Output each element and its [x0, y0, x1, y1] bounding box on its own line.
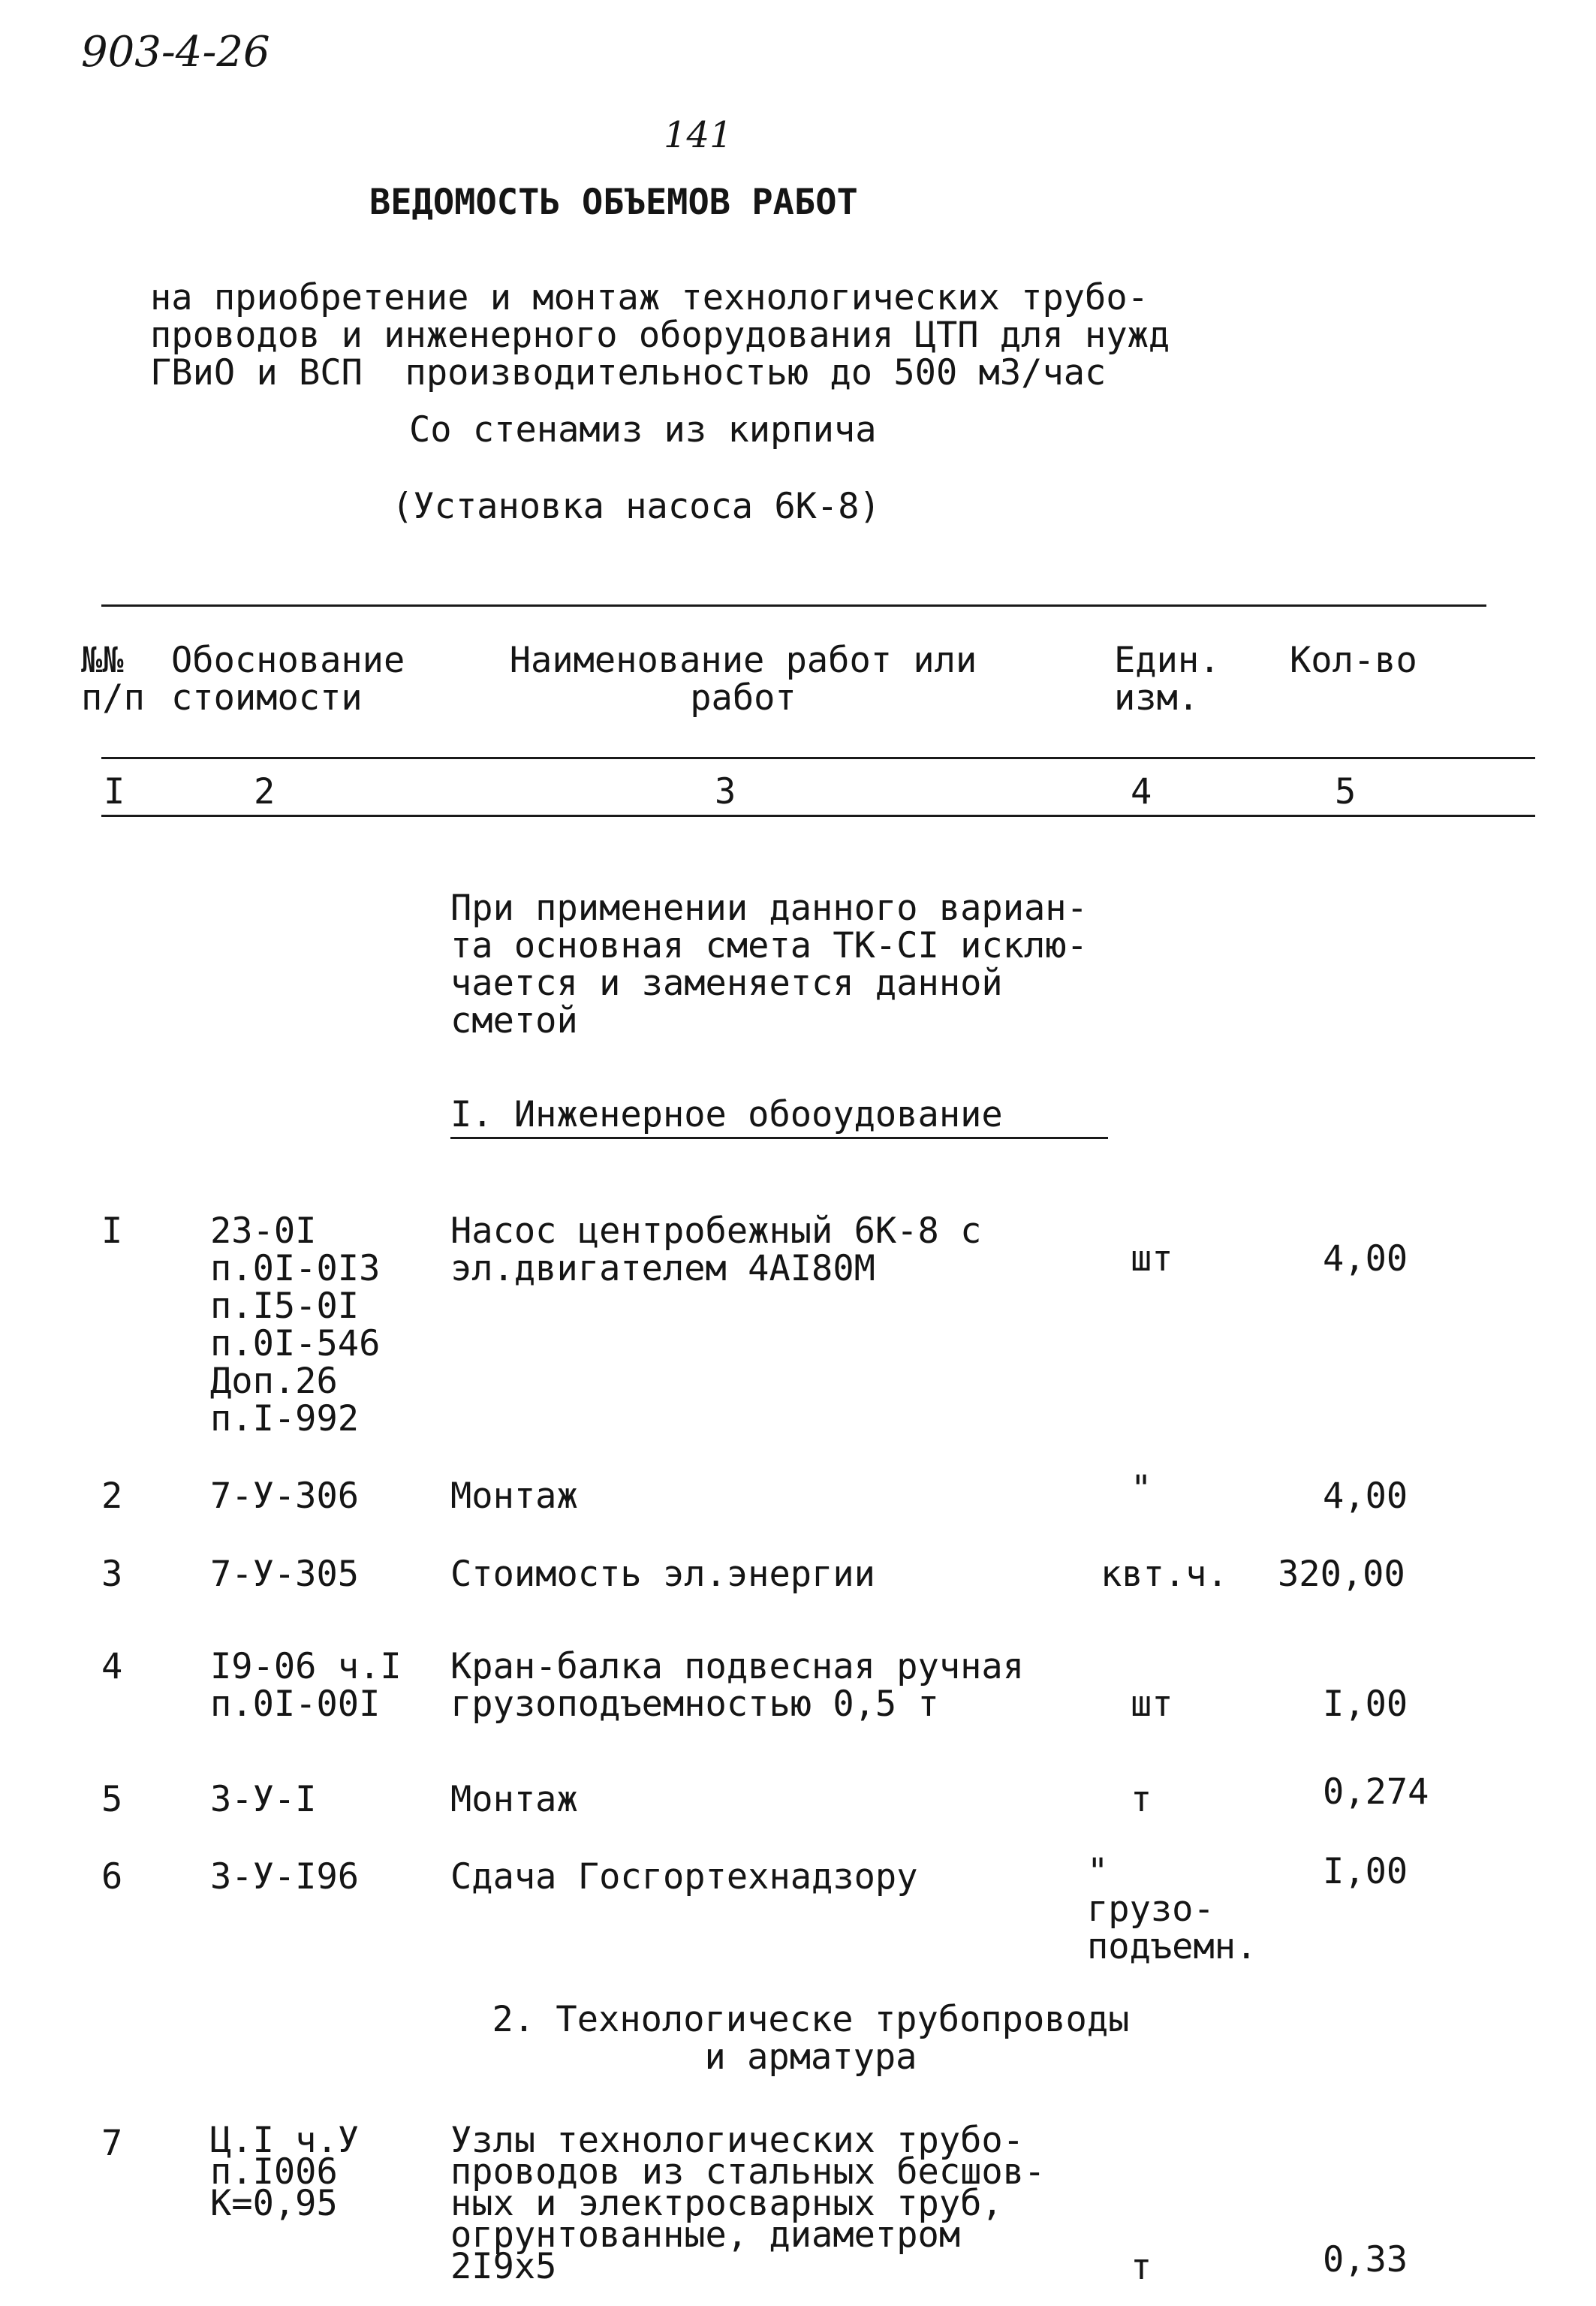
header-work-name: Наименование работ или работ [509, 640, 977, 719]
row-7-basis: Ц.I ч.У п.I006 К=0,95 [210, 2120, 360, 2224]
row-4-unit: шт [1131, 1684, 1173, 1725]
header-unit: Един. изм. [1114, 640, 1221, 719]
header-quantity: Кол-во [1290, 640, 1417, 681]
header-row-number: №№ п/п [81, 640, 145, 719]
row-7-number: 7 [101, 2123, 123, 2164]
row-6-unit: " грузо- подъемн. [1087, 1851, 1257, 1967]
installation-note: (Установка насоса 6К-8) [392, 486, 881, 527]
column-number-1: I [104, 771, 125, 812]
row-2-unit: " [1131, 1468, 1152, 1509]
row-6-number: 6 [101, 1856, 123, 1898]
row-1-basis: 23-0I п.0I-0I3 п.I5-0I п.0I-546 Доп.26 п.I-992 [210, 1210, 381, 1439]
row-6-basis: 3-У-I96 [210, 1856, 360, 1898]
row-4-number: 4 [101, 1646, 123, 1687]
column-number-4: 4 [1131, 771, 1152, 812]
row-1-quantity: 4,00 [1323, 1238, 1408, 1280]
document-title: ВЕДОМОСТЬ ОБЪЕМОВ РАБОТ [369, 182, 858, 223]
row-5-name: Монтаж [450, 1779, 578, 1820]
subtitle-line-1: на приобретение и монтаж технологических трубо- [150, 277, 1149, 318]
row-6-name: Сдача Госгортехнадзору [450, 1856, 918, 1898]
header-bottom-rule [101, 815, 1535, 817]
row-7-name: Узлы технологических трубо- проводов из стальных бесшов- ных и электросварных труб, огрунтованные, диаметром 2I9х5 [450, 2120, 1046, 2287]
section-2-title: 2. Технологическе трубопроводы и арматура [492, 1999, 1130, 2078]
header-cost-basis: Обоснование стоимости [171, 640, 405, 719]
row-3-unit: квт.ч. [1101, 1554, 1228, 1595]
header-mid-rule [101, 757, 1535, 759]
row-3-name: Стоимость эл.энергии [450, 1554, 875, 1595]
row-1-number: I [101, 1210, 123, 1252]
row-6-quantity: I,00 [1323, 1851, 1408, 1892]
row-3-quantity: 320,00 [1278, 1554, 1405, 1595]
column-number-2: 2 [254, 771, 276, 812]
table-top-rule [101, 604, 1486, 607]
row-5-quantity: 0,274 [1323, 1771, 1429, 1813]
column-number-3: 3 [715, 771, 736, 812]
row-3-number: 3 [101, 1554, 123, 1595]
row-4-name: Кран-балка подвесная ручная грузоподъемностью 0,5 т [450, 1646, 1025, 1725]
column-number-5: 5 [1335, 771, 1357, 812]
section-1-title: I. Инженерное обооудование [450, 1094, 1108, 1139]
subtitle-line-3: ГВиО и ВСП производительностью до 500 м3/час [150, 352, 1107, 393]
row-5-unit: т [1131, 1779, 1152, 1820]
row-1-unit: шт [1131, 1238, 1173, 1280]
row-2-name: Монтаж [450, 1476, 578, 1517]
section-1-heading [450, 1096, 1108, 1134]
intro-note: При применении данного вариан- та основная смета ТК-СI исклю- чается и заменяется данной сметой [450, 888, 1088, 1041]
row-1-name: Насос центробежный 6К-8 с эл.двигателем 4АI80М [450, 1210, 982, 1289]
row-2-basis: 7-У-306 [210, 1476, 360, 1517]
row-4-basis: I9-06 ч.I п.0I-00I [210, 1646, 402, 1725]
row-4-quantity: I,00 [1323, 1684, 1408, 1725]
row-7-unit: т [1131, 2247, 1152, 2288]
page-number: 141 [664, 114, 733, 156]
row-5-number: 5 [101, 1779, 123, 1820]
row-2-number: 2 [101, 1476, 123, 1517]
row-2-quantity: 4,00 [1323, 1476, 1408, 1517]
row-7-quantity: 0,33 [1323, 2239, 1408, 2280]
row-5-basis: 3-У-I [210, 1779, 317, 1820]
subtitle-line-2: проводов и инженерного оборудования ЦТП для нужд [150, 315, 1170, 356]
walls-note: Со стенамиз из кирпича [409, 409, 877, 451]
row-3-basis: 7-У-305 [210, 1554, 360, 1595]
document-code: 903-4-26 [81, 28, 270, 77]
